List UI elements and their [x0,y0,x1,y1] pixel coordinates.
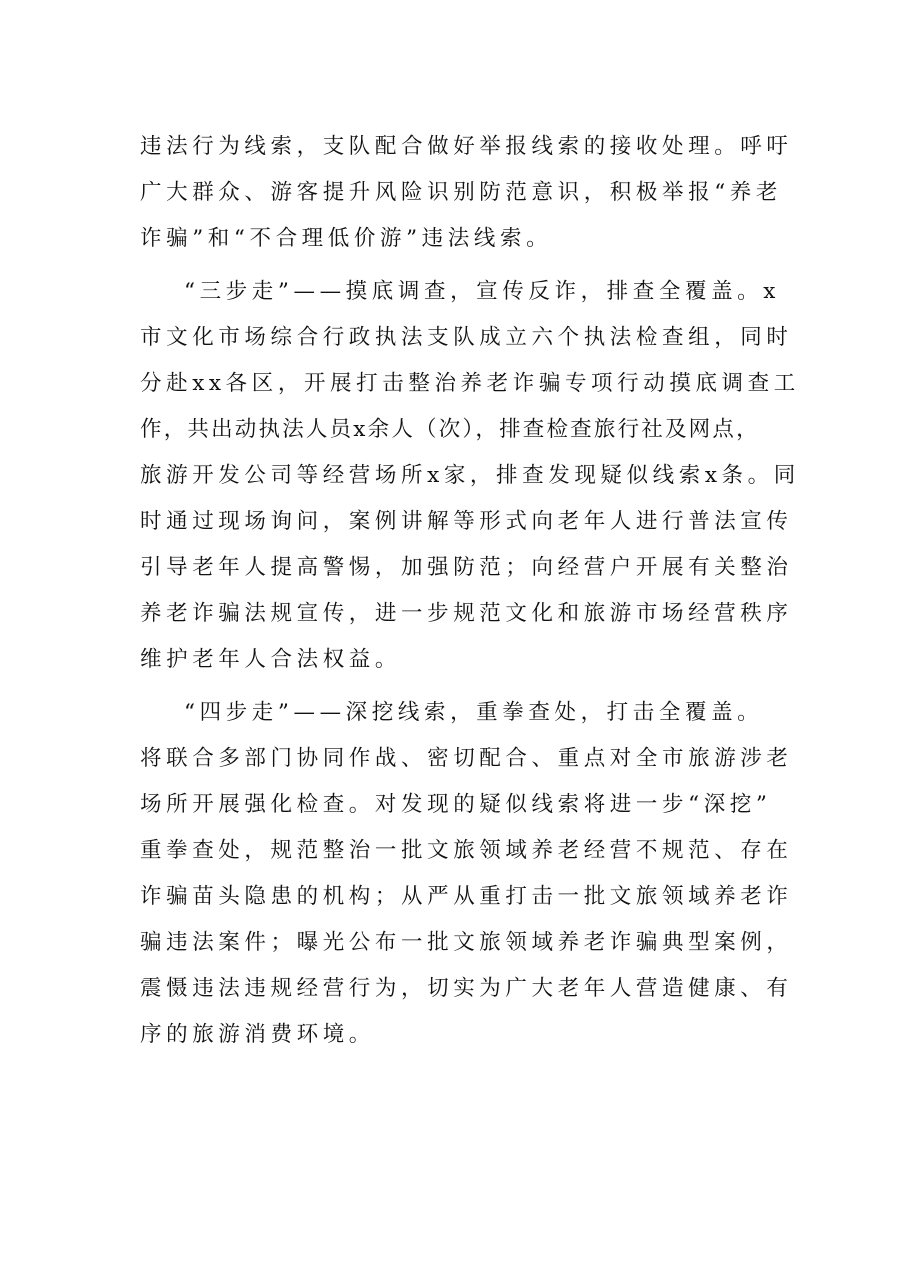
text-line: 分赴xx各区，开展打击整治养老诈骗专项行动摸底调查工 [140,371,800,396]
text-line: 诈骗”和“不合理低价游”违法线索。 [140,226,553,251]
text-line: 序的旅游消费环境。 [140,1022,375,1047]
text-line: 重拳查处，规范整治一批文旅领域养老经营不规范、存在 [140,838,793,863]
paragraph-1 [140,124,793,262]
text-line: 作，共出动执法人员x余人（次），排查检查旅行社及网点， [140,417,760,442]
text-line: 场所开展强化检查。对发现的疑似线索将进一步“深挖” [140,792,772,817]
text-line: 将联合多部门协同作战、密切配合、重点对全市旅游涉老 [140,746,793,771]
text-line: “三步走”——摸底调查，宣传反诈，排查全覆盖。x [184,279,781,304]
text-line: 旅游开发公司等经营场所x家，排查发现疑似线索x条。同 [140,463,800,488]
text-line: 诈骗苗头隐患的机构；从严从重打击一批文旅领域养老诈 [140,884,793,909]
text-line: 养老诈骗法规宣传，进一步规范文化和旅游市场经营秩序 [140,601,793,626]
paragraph-3 [140,690,793,1058]
text-line: 市文化市场综合行政执法支队成立六个执法检查组，同时 [140,325,793,350]
text-line: 广大群众、游客提升风险识别防范意识，积极举报“养老 [140,180,782,205]
body-text [140,124,800,1065]
text-line: 震慑违法违规经营行为，切实为广大老年人营造健康、有 [140,976,793,1001]
text-line: 引导老年人提高警惕，加强防范；向经营户开展有关整治 [140,555,793,580]
text-line: “四步走”——深挖线索，重拳查处，打击全覆盖。 [184,700,764,725]
text-line: 维护老年人合法权益。 [140,647,402,672]
text-line: 违法行为线索，支队配合做好举报线索的接收处理。呼吁 [140,134,793,159]
text-line: 时通过现场询问，案例讲解等形式向老年人进行普法宣传 [140,509,793,534]
text-line: 骗违法案件；曝光公布一批文旅领域养老诈骗典型案例， [140,930,793,955]
paragraph-2 [140,269,800,683]
